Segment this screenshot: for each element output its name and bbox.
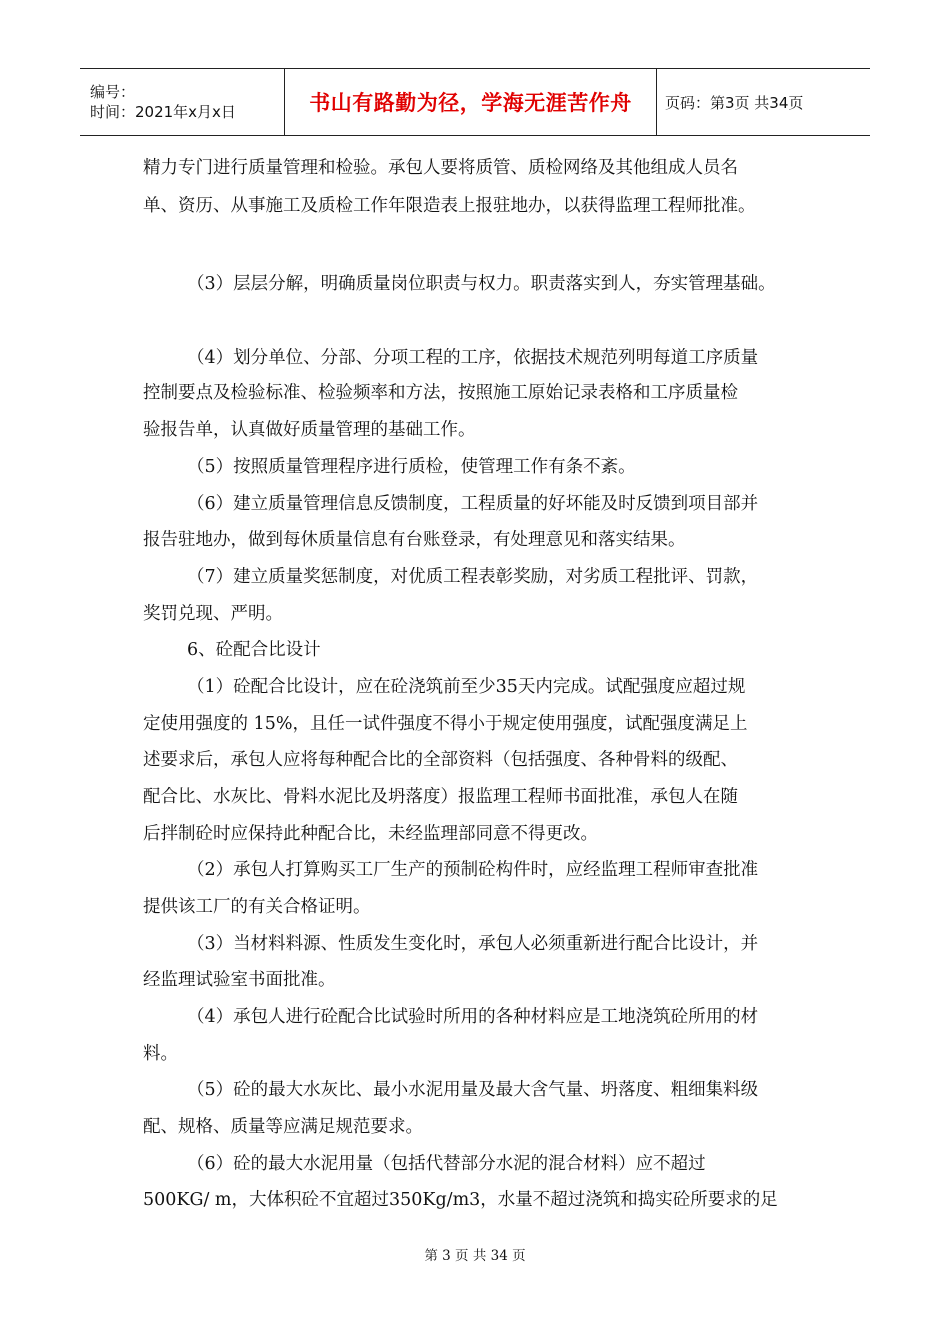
text-line: 后拌制砼时应保持此种配合比，未经监理部同意不得更改。	[143, 824, 598, 844]
page-footer: 第 3 页 共 34 页	[424, 1248, 526, 1264]
header-motto-cell	[284, 69, 657, 135]
text-line: （5）按照质量管理程序进行质检，使管理工作有条不紊。	[187, 457, 636, 477]
text-line: 精力专门进行质量管理和检验。承包人要将质管、质检网络及其他组成人员名	[143, 158, 738, 178]
text-line: 述要求后，承包人应将每种配合比的全部资料（包括强度、各种骨料的级配、	[143, 750, 738, 770]
text-line: （5）砼的最大水灰比、最小水泥用量及最大含气量、坍落度、粗细集料级	[187, 1080, 759, 1100]
text-line: 配、规格、质量等应满足规范要求。	[143, 1117, 423, 1137]
text-line: 验报告单，认真做好质量管理的基础工作。	[143, 420, 476, 440]
text-line: 控制要点及检验标准、检验频率和方法，按照施工原始记录表格和工序质量检	[143, 383, 738, 403]
text-line: （6）砼的最大水泥用量（包括代替部分水泥的混合材料）应不超过	[187, 1154, 706, 1174]
text-line: （2）承包人打算购买工厂生产的预制砼构件时，应经监理工程师审查批准	[187, 860, 759, 880]
text-line: （4）划分单位、分部、分项工程的工序，依据技术规范列明每道工序质量	[187, 348, 759, 368]
text-line: 500KG/ m，大体积砼不宜超过350Kg/m3，水量不超过浇筑和捣实砼所要求的足	[143, 1190, 778, 1210]
text-line: （3）当材料料源、性质发生变化时，承包人必须重新进行配合比设计，并	[187, 934, 759, 954]
text-line: 料。	[143, 1044, 178, 1064]
text-line: 报告驻地办，做到每休质量信息有台账登录，有处理意见和落实结果。	[143, 530, 686, 550]
text-line: （4）承包人进行砼配合比试验时所用的各种材料应是工地浇筑砼所用的材	[187, 1007, 759, 1027]
text-line: （6）建立质量管理信息反馈制度，工程质量的好坏能及时反馈到项目部并	[187, 494, 759, 514]
page-header	[80, 68, 870, 136]
header-page-info-cell	[657, 69, 870, 135]
text-line: （1）砼配合比设计，应在砼浇筑前至少35天内完成。试配强度应超过规	[187, 677, 746, 697]
text-line: 奖罚兑现、严明。	[143, 604, 283, 624]
text-line: 经监理试验室书面批准。	[143, 970, 336, 990]
text-line: （3）层层分解，明确质量岗位职责与权力。职责落实到人，夯实管理基础。	[187, 274, 776, 294]
serial-label: 编号：	[90, 83, 136, 101]
text-line: 单、资历、从事施工及质检工作年限造表上报驻地办，以获得监理工程师批准。	[143, 196, 756, 216]
page-info: 页码：第3页 共34页	[665, 93, 804, 112]
text-line: 定使用强度的 15%，且任一试件强度不得小于规定使用强度，试配强度满足上	[143, 714, 748, 734]
text-line: （7）建立质量奖惩制度，对优质工程表彰奖励，对劣质工程批评、罚款，	[187, 567, 759, 587]
time-label: 时间：2021年x月x日	[90, 103, 236, 121]
section-heading: 6、砼配合比设计	[187, 640, 321, 660]
motto: 书山有路勤为径，学海无涯苦作舟	[309, 91, 632, 115]
text-line: 配合比、水灰比、骨料水泥比及坍落度）报监理工程师书面批准，承包人在随	[143, 787, 738, 807]
header-meta	[80, 69, 284, 135]
text-line: 提供该工厂的有关合格证明。	[143, 897, 371, 917]
